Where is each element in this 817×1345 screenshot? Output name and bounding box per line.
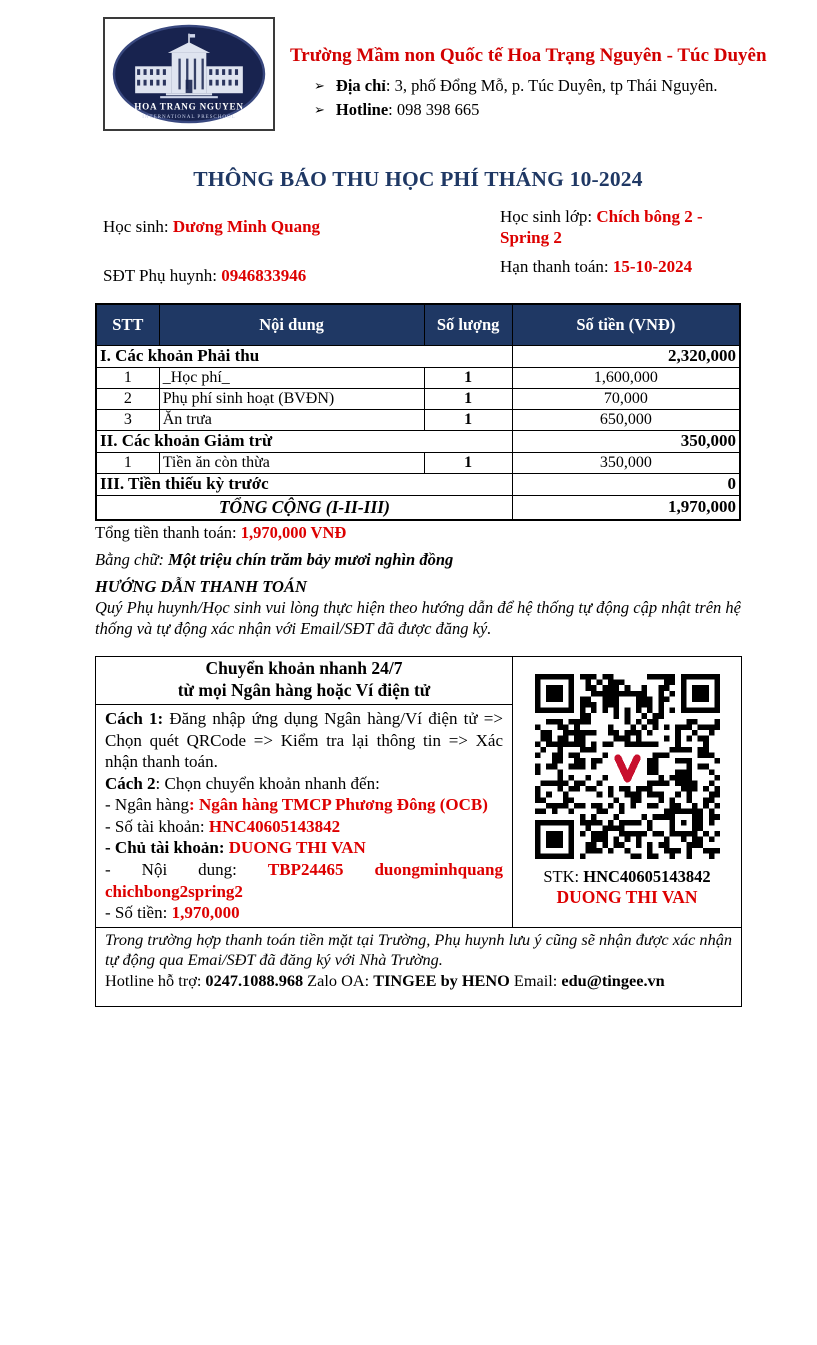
support-value: 0247.1088.968 — [205, 970, 304, 990]
qr-panel — [513, 657, 742, 928]
table-row — [96, 389, 740, 410]
row-qty: 1 — [424, 410, 512, 431]
row-amount: 350,000 — [512, 453, 740, 474]
holder-label: - Chủ tài khoản: — [105, 838, 229, 858]
method2-line — [105, 773, 503, 795]
cash-note: Trong trường hợp thanh toán tiền mặt tại Trường, Phụ huynh lưu ý cũng sẽ nhận được xác nhận tự động qua Emai/SĐT đã đăng ký với Nhà Trường. — [105, 929, 732, 970]
row-stt: 2 — [96, 389, 159, 410]
amount-in-words-label: Bằng chữ: — [95, 550, 169, 569]
hotline-line — [290, 98, 785, 121]
table-section-row — [96, 431, 740, 453]
payment-guide-text: Quý Phụ huynh/Học sinh vui lòng thực hiện theo hướng dẫn để hệ thống tự động cập nhật trên hệ thống và tự động xác nhận với Email/SĐT đã được đăng ký. — [95, 598, 741, 639]
total-payment-value: 1,970,000 VNĐ — [240, 523, 347, 542]
student-class-value: Chích bông 2 - Spring 2 — [500, 207, 703, 247]
row-qty: 1 — [424, 453, 512, 474]
total-amount: 1,970,000 — [512, 496, 740, 521]
transfer-header-line2: từ mọi Ngân hàng hoặc Ví điện tử — [177, 679, 431, 700]
address-value: : 3, phố Đổng Mỗ, p. Túc Duyên, tp Thái Nguyên. — [385, 76, 718, 96]
col-header-amount: Số tiền (VNĐ) — [512, 304, 740, 346]
table-row — [96, 410, 740, 431]
payment-qr-code — [535, 674, 720, 859]
section-label: I. Các khoản Phải thu — [96, 346, 512, 368]
student-name-line — [103, 217, 320, 238]
hotline-label: Hotline — [335, 99, 389, 119]
school-info-block — [290, 44, 785, 121]
row-qty: 1 — [424, 389, 512, 410]
method1-line — [105, 708, 503, 773]
bank-line — [105, 794, 503, 816]
account-value: HNC40605143842 — [208, 816, 341, 836]
student-name-value: Dương Minh Quang — [172, 217, 321, 236]
school-logo-icon — [109, 24, 269, 124]
total-label: TỔNG CỘNG (I-II-III) — [96, 496, 512, 521]
row-stt: 3 — [96, 410, 159, 431]
transfer-instructions — [96, 705, 513, 928]
student-name-label: Học sinh: — [103, 217, 173, 236]
fee-table-header-row — [96, 304, 740, 346]
holder-line — [105, 837, 503, 859]
support-line — [105, 971, 732, 991]
zalo-label: Zalo OA: — [303, 970, 374, 990]
qr-stk-line — [514, 867, 740, 887]
row-amount: 1,600,000 — [512, 368, 740, 389]
memo-label: - Nội dung: — [105, 860, 268, 880]
total-payment-label: Tổng tiền thanh toán: — [95, 523, 241, 542]
row-amount: 70,000 — [512, 389, 740, 410]
col-header-stt: STT — [96, 304, 159, 346]
col-header-content: Nội dung — [159, 304, 424, 346]
amount-in-words-value: Một triệu chín trăm bảy mươi nghìn đồng — [168, 550, 454, 569]
account-label: - Số tài khoản: — [105, 816, 209, 836]
transfer-footer — [96, 927, 742, 1006]
amount-in-words-line — [95, 550, 741, 570]
row-content: _Học phí_ — [159, 368, 424, 389]
zalo-value: TINGEE by HENO — [373, 970, 510, 990]
support-label: Hotline hỗ trợ: — [105, 970, 206, 990]
row-stt: 1 — [96, 453, 159, 474]
total-payment-line — [95, 523, 741, 543]
stk-value: HNC40605143842 — [583, 867, 711, 886]
page-title: THÔNG BÁO THU HỌC PHÍ THÁNG 10-2024 — [193, 167, 643, 191]
table-section-row — [96, 346, 740, 368]
bank-value: : Ngân hàng TMCP Phương Đông (OCB) — [189, 795, 488, 815]
holder-value: DUONG THI VAN — [228, 838, 366, 858]
table-row — [96, 453, 740, 474]
amount-value: 1,970,000 — [171, 903, 240, 923]
col-header-qty: Số lượng — [424, 304, 512, 346]
transfer-header-line1: Chuyển khoản nhanh 24/7 — [205, 658, 403, 678]
memo-value: TBP24465 duongminhquang chichbong2spring2 — [105, 860, 503, 901]
logo-text-line1: HOA TRANG NGUYEN — [134, 101, 244, 112]
parent-phone-value: 0946833946 — [221, 266, 307, 285]
due-date-value: 15-10-2024 — [612, 257, 693, 276]
parent-phone-line — [103, 266, 306, 287]
row-amount: 650,000 — [512, 410, 740, 431]
hotline-value: : 098 398 665 — [388, 99, 480, 119]
row-content: Phụ phí sinh hoạt (BVĐN) — [159, 389, 424, 410]
amount-label: - Số tiền: — [105, 903, 172, 923]
email-label: Email: — [509, 970, 562, 990]
transfer-header — [96, 657, 513, 705]
row-content: Tiền ăn còn thừa — [159, 453, 424, 474]
account-line — [105, 816, 503, 838]
school-logo — [103, 17, 275, 131]
section-amount: 0 — [512, 474, 740, 496]
section-label: III. Tiền thiếu kỳ trước — [96, 474, 512, 496]
table-total-row — [96, 496, 740, 521]
method1-text: Đăng nhập ứng dụng Ngân hàng/Ví điện tử => Chọn quét QRCode => Kiểm tra lại thông tin => Xác nhận thanh toán. — [105, 709, 503, 772]
transfer-box — [95, 656, 742, 1007]
method2-text: : Chọn chuyển khoản nhanh đến: — [155, 773, 380, 793]
payment-summary — [95, 523, 741, 640]
payment-guide-title: HƯỚNG DẪN THANH TOÁN — [95, 577, 307, 596]
student-class-line — [500, 207, 740, 248]
method2-label: Cách 2 — [105, 773, 156, 793]
section-amount: 350,000 — [512, 431, 740, 453]
qr-account-holder: DUONG THI VAN — [556, 887, 698, 907]
fee-table — [95, 303, 741, 521]
section-label: II. Các khoản Giảm trừ — [96, 431, 512, 453]
email-value: edu@tingee.vn — [561, 970, 665, 990]
amount-line — [105, 902, 503, 924]
due-date-label: Hạn thanh toán: — [500, 257, 613, 276]
row-qty: 1 — [424, 368, 512, 389]
parent-phone-label: SĐT Phụ huynh: — [103, 266, 222, 285]
student-class-label: Học sinh lớp: — [500, 207, 597, 226]
school-name: Trường Mầm non Quốc tế Hoa Trạng Nguyên - Túc Duyên — [290, 45, 767, 66]
row-stt: 1 — [96, 368, 159, 389]
table-row — [96, 368, 740, 389]
address-label: Địa chỉ — [335, 76, 386, 96]
due-date-line — [500, 257, 740, 278]
section-amount: 2,320,000 — [512, 346, 740, 368]
memo-line — [105, 859, 503, 902]
row-content: Ăn trưa — [159, 410, 424, 431]
arrow-bullet-icon: ➢ — [314, 101, 325, 117]
logo-text-line2: INTERNATIONAL PRESCHOOL — [142, 114, 236, 121]
bank-label: - Ngân hàng — [105, 795, 190, 815]
method1-label: Cách 1: — [105, 709, 164, 728]
arrow-bullet-icon: ➢ — [314, 78, 325, 94]
stk-label: STK: — [543, 867, 584, 886]
table-section-row — [96, 474, 740, 496]
address-line — [290, 74, 785, 97]
